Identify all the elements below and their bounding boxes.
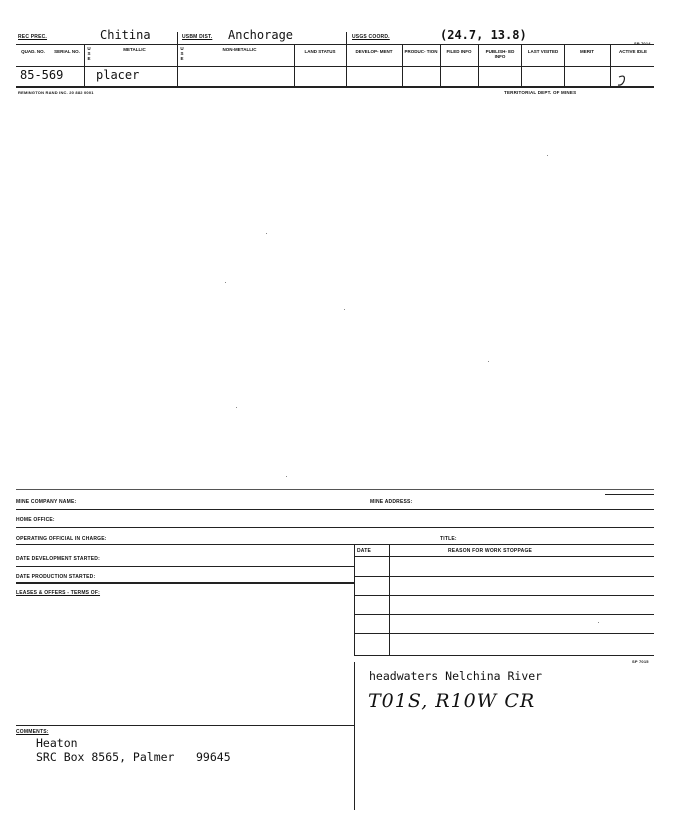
metallic-header: METALLIC [123, 47, 146, 52]
date-production-started-label: DATE PRODUCTION STARTED: [16, 574, 96, 580]
title-label: TITLE: [440, 536, 457, 542]
handwritten-township-range: T01S, R10W CR [368, 690, 536, 712]
usgs-coord-value: (24.7, 13.8) [440, 28, 527, 42]
use-header: U S E [87, 46, 91, 62]
date-column-header: DATE [357, 548, 372, 554]
comment-line-2: SRC Box 8565, Palmer [36, 750, 175, 764]
usbm-dist-label: USBM DIST. [182, 34, 213, 40]
stoppage-rule [354, 633, 654, 634]
form-number-bottom: SP 7015 [632, 659, 649, 664]
stoppage-rule [354, 556, 654, 557]
column-divider [521, 44, 522, 86]
form-rule [16, 544, 654, 545]
serial-no-header: SERIAL NO. [54, 49, 80, 54]
scan-speck [286, 476, 287, 477]
use-header: U S E [180, 46, 184, 62]
form-rule [16, 566, 354, 567]
quad-no-header: QUAD. NO. [21, 49, 45, 54]
land-status-header: LAND STATUS [304, 49, 336, 54]
published-info-header: PUBLISH- ED INFO [485, 49, 515, 60]
column-divider [402, 44, 403, 86]
form-number-top: SP 7014 [634, 41, 651, 46]
stoppage-grid-line [389, 544, 390, 656]
column-divider [440, 44, 441, 86]
scan-speck [488, 361, 489, 362]
form-rule [16, 527, 654, 528]
stoppage-rule [354, 595, 654, 596]
header-rule [16, 86, 654, 88]
stoppage-rule [354, 655, 654, 656]
quad-serial-value: 85-569 [20, 68, 64, 82]
date-development-started-label: DATE DEVELOPMENT STARTED: [16, 556, 100, 562]
scan-speck [266, 233, 267, 234]
column-divider [478, 44, 479, 86]
scan-speck [225, 282, 226, 283]
column-divider [177, 32, 178, 86]
column-divider [610, 44, 611, 86]
rec-prec-value: Chitina [100, 28, 151, 42]
scan-speck [236, 407, 237, 408]
development-header: DEVELOP- MENT [355, 49, 393, 54]
filed-info-header: FILED INFO [446, 49, 472, 54]
mine-company-name-label: MINE COMPANY NAME: [16, 499, 77, 505]
metallic-value: placer [96, 68, 140, 82]
form-rule [16, 509, 654, 510]
scan-speck [598, 622, 599, 623]
home-office-label: HOME OFFICE: [16, 517, 55, 523]
stoppage-rule [354, 614, 654, 615]
active-idle-header: ACTIVE IDLE [618, 49, 647, 54]
column-divider [564, 44, 565, 86]
form-rule [16, 582, 354, 584]
top-border-rule [16, 489, 654, 490]
printer-imprint: REMINGTON RAND INC. 20 882 0001 [18, 90, 94, 95]
mine-address-label: MINE ADDRESS: [370, 499, 413, 505]
active-check-mark [616, 74, 636, 88]
last-visited-header: LAST VISITED [527, 49, 559, 54]
usbm-dist-value: Anchorage [228, 28, 294, 42]
merit-header: MERIT [580, 49, 594, 54]
nonmetallic-header: NON-METALLIC [222, 47, 257, 52]
comments-label: COMMENTS: [16, 729, 49, 735]
location-note: headwaters Nelchina River [369, 669, 543, 683]
leases-offers-label: LEASES & OFFERS - TERMS OF: [16, 590, 101, 596]
comment-line-1: Heaton [36, 736, 78, 750]
column-divider [84, 44, 85, 86]
scan-speck [344, 309, 345, 310]
scan-speck [547, 155, 548, 156]
top-border-rule [605, 494, 654, 495]
stoppage-grid-line [354, 544, 355, 656]
comment-zip: 99645 [196, 750, 231, 764]
department-imprint: TERRITORIAL DEPT. OF MINES [504, 90, 577, 95]
reason-column-header: REASON FOR WORK STOPPAGE [448, 548, 533, 554]
form-rule [16, 725, 354, 726]
center-divider [354, 662, 355, 810]
rec-prec-label: REC PREC. [18, 34, 48, 40]
column-divider [346, 32, 347, 86]
column-divider [294, 44, 295, 86]
header-rule [16, 66, 654, 67]
production-header: PRODUC- TION [404, 49, 438, 54]
operating-official-label: OPERATING OFFICIAL IN CHARGE: [16, 536, 107, 542]
stoppage-rule [354, 576, 654, 577]
usgs-coord-label: USGS COORD. [352, 34, 390, 40]
